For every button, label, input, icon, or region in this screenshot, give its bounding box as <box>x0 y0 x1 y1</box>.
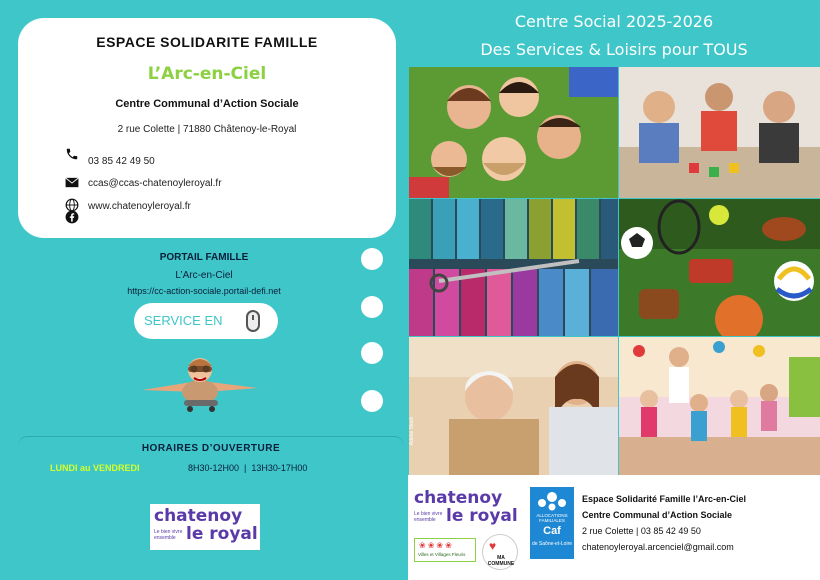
logo-line1: chatenoy <box>154 506 243 526</box>
service-label: SERVICE EN <box>144 313 223 328</box>
hours-title: HORAIRES D’OUVERTURE <box>141 443 281 454</box>
right-title: Centre Social 2025-2026 <box>514 12 714 31</box>
chatenoy-logo <box>150 504 260 550</box>
website-text: www.chatenoyleroyal.fr <box>88 201 191 212</box>
villes-fleuries-text: Villes et Villages Fleuris <box>418 552 466 557</box>
footer-info-address: 2 rue Colette | 03 85 42 49 50 <box>582 526 701 536</box>
photo-children-lying <box>409 67 618 198</box>
contact-card <box>18 18 396 238</box>
phone-text: 03 85 42 49 50 <box>88 156 155 167</box>
ma-commune-badge: ♥ MA COMMUNE <box>482 534 518 570</box>
logo-tagline: Le bien vivre ensemble <box>154 529 183 541</box>
logo-line2: le royal <box>186 524 258 544</box>
footer-info-email[interactable]: chatenoyleroyal.arcenciel@gmail.com <box>582 542 734 552</box>
footer-info-org: Centre Communal d’Action Sociale <box>582 510 733 520</box>
email-text: ccas@ccas-chatenoyleroyal.fr <box>88 178 222 189</box>
footer-info-name: Espace Solidarité Famille l’Arc-en-Ciel <box>582 494 747 504</box>
phone-icon <box>62 147 82 164</box>
portal-url[interactable]: https://cc-action-sociale.portail-defi.net <box>127 286 281 296</box>
photo-credit: Adobe Stock <box>409 417 415 446</box>
ma-commune-text: MA COMMUNE <box>487 555 515 567</box>
logo-line1: chatenoy <box>414 488 503 508</box>
hours-times: 8H30-12H00 | 13H30-17H00 <box>188 463 308 473</box>
service-online-button[interactable] <box>134 303 278 339</box>
right-subtitle: Des Services & Loisirs pour TOUS <box>480 40 748 59</box>
decorative-dot <box>361 342 383 364</box>
contact-email[interactable] <box>62 176 222 191</box>
card-title: ESPACE SOLIDARITE FAMILLE <box>96 34 318 50</box>
opening-hours <box>18 436 404 486</box>
logo-tagline: Le bien vivre ensemble <box>414 511 443 523</box>
mouse-icon <box>246 310 260 332</box>
portal-name: L’Arc-en-Ciel <box>175 270 233 281</box>
decorative-dot <box>361 390 383 412</box>
photo-sports-balls <box>619 199 820 336</box>
hours-days: LUNDI au VENDREDI <box>50 463 140 473</box>
photo-thread-spools <box>409 199 618 336</box>
photo-kids-circle-dance <box>619 337 820 475</box>
card-subtitle: L’Arc-en-Ciel <box>147 64 267 84</box>
flying-kid-illustration <box>140 352 260 422</box>
portal-title: PORTAIL FAMILLE <box>159 252 249 263</box>
card-address: 2 rue Colette | 71880 Châtenoy-le-Royal <box>117 124 297 135</box>
chatenoy-logo-footer <box>414 490 522 534</box>
caf-subtitle: ALLOCATIONS FAMILIALES <box>536 513 568 523</box>
mail-icon <box>62 176 82 191</box>
caf-logo <box>530 487 574 559</box>
photo-elderly-care <box>409 337 618 475</box>
facebook-icon <box>62 210 82 227</box>
decorative-dot <box>361 296 383 318</box>
villes-fleuries-badge: ❀ ❀ ❀ ❀ Villes et Villages Fleuris <box>414 538 476 562</box>
card-org: Centre Communal d’Action Sociale <box>115 98 299 110</box>
left-panel <box>0 0 408 580</box>
logo-line2: le royal <box>446 506 518 526</box>
contact-facebook[interactable] <box>62 210 88 227</box>
photo-board-game <box>619 67 820 198</box>
contact-phone[interactable] <box>62 144 155 167</box>
caf-region: de Saône-et-Loire <box>531 541 573 547</box>
decorative-dot <box>361 248 383 270</box>
caf-title: Caf <box>543 525 561 537</box>
